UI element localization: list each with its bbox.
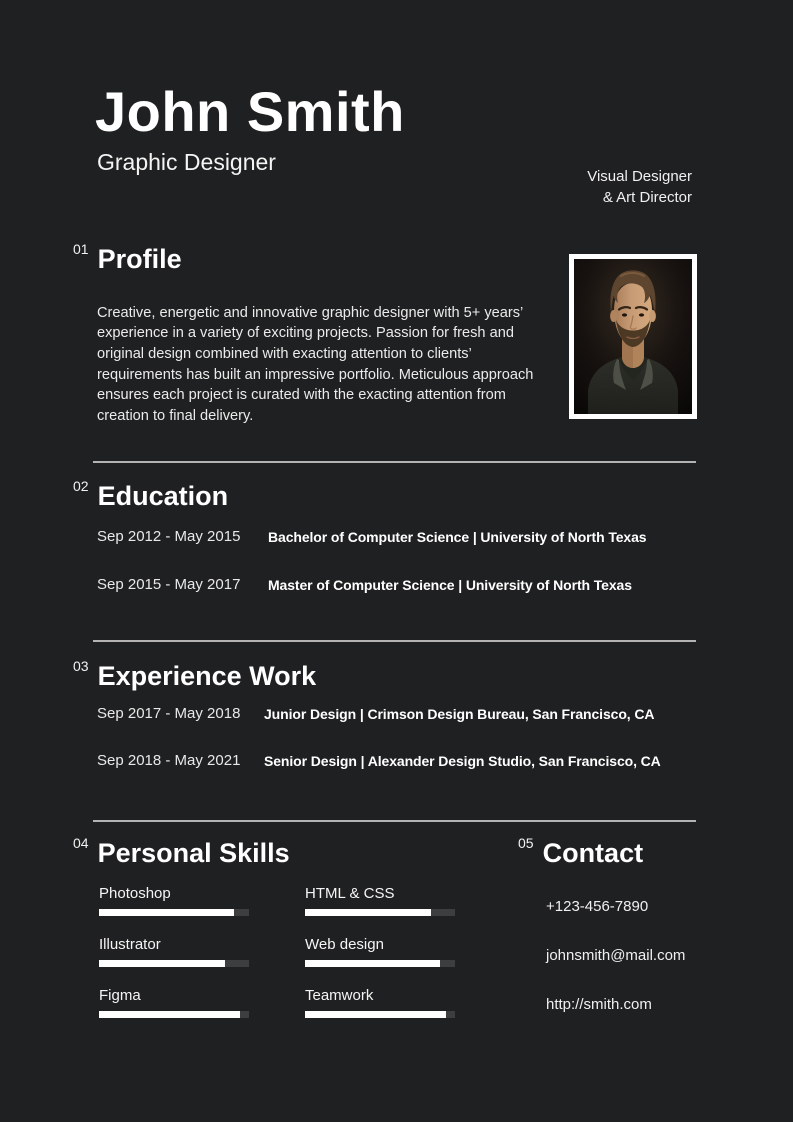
education-detail: Bachelor of Computer Science | University of North Texas <box>268 529 647 545</box>
skills-section-title: Personal Skills <box>97 838 290 868</box>
skill-bar-track <box>305 960 455 967</box>
experience-detail: Junior Design | Crimson Design Bureau, San Francisco, CA <box>264 706 655 722</box>
contact-list <box>546 898 685 1013</box>
profile-section-header <box>73 242 182 273</box>
portrait-photo <box>574 259 692 414</box>
education-section-header <box>73 479 228 510</box>
skill-item-figma <box>99 987 249 1018</box>
skill-item-teamwork <box>305 987 455 1018</box>
experience-detail: Senior Design | Alexander Design Studio, San Francisco, CA <box>264 753 661 769</box>
experience-section-header <box>73 659 316 690</box>
header-tagline <box>587 167 692 208</box>
tagline-line-2: & Art Director <box>602 188 692 206</box>
job-title: Graphic Designer <box>97 149 276 175</box>
profile-section-number: 01 <box>73 241 89 257</box>
experience-entry <box>97 752 757 770</box>
education-entry <box>97 528 757 546</box>
skills-section-number: 04 <box>73 835 89 851</box>
skill-item-photoshop <box>99 885 249 916</box>
skill-label: Photoshop <box>99 885 171 902</box>
skill-bar-fill <box>305 960 440 967</box>
skill-bar-track <box>305 1011 455 1018</box>
experience-dates: Sep 2018 - May 2021 <box>97 752 241 769</box>
contact-phone[interactable]: +123-456-7890 <box>546 898 649 915</box>
skill-item-illustrator <box>99 936 249 967</box>
skills-section-header <box>73 836 290 867</box>
experience-dates: Sep 2017 - May 2018 <box>97 705 241 722</box>
education-entry <box>97 576 757 594</box>
contact-website[interactable]: http://smith.com <box>546 996 652 1013</box>
divider <box>93 640 696 642</box>
profile-text: Creative, energetic and innovative graphic designer with 5+ years’ experience in a variety of exciting projects. Passion for fresh and original design combined with exacting attention to clients’ requirements has built an impressive portfolio. Meticulous approach ensures each project is curated with the exacting attention from creation to final delivery. <box>97 304 534 425</box>
skill-bar-track <box>99 960 249 967</box>
contact-section-title: Contact <box>542 838 644 868</box>
photo-frame <box>569 254 697 419</box>
skills-grid <box>99 885 455 1018</box>
skill-label: HTML & CSS <box>305 885 395 902</box>
skill-bar-fill <box>99 1011 240 1018</box>
education-section-number: 02 <box>73 478 89 494</box>
skill-bar-fill <box>99 909 234 916</box>
skill-label: Web design <box>305 936 384 953</box>
contact-section-number: 05 <box>518 835 534 851</box>
skill-bar-track <box>305 909 455 916</box>
education-detail: Master of Computer Science | University of North Texas <box>268 577 632 593</box>
education-dates: Sep 2015 - May 2017 <box>97 576 241 593</box>
skill-bar-fill <box>305 909 431 916</box>
education-section-title: Education <box>97 481 229 511</box>
skill-label: Teamwork <box>305 987 374 1004</box>
skill-bar-track <box>99 909 249 916</box>
person-name: John Smith <box>95 80 405 143</box>
divider <box>93 461 696 463</box>
skill-bar-fill <box>99 960 225 967</box>
skill-bar-track <box>99 1011 249 1018</box>
skill-label: Figma <box>99 987 141 1004</box>
profile-section-title: Profile <box>97 244 182 274</box>
experience-entry <box>97 705 757 723</box>
experience-section-number: 03 <box>73 658 89 674</box>
education-dates: Sep 2012 - May 2015 <box>97 528 241 545</box>
tagline-line-1: Visual Designer <box>587 168 692 185</box>
contact-section-header <box>518 836 643 867</box>
divider <box>93 820 696 822</box>
skill-label: Illustrator <box>99 936 161 953</box>
experience-section-title: Experience Work <box>97 661 317 691</box>
skill-item-html-css <box>305 885 455 916</box>
skill-bar-fill <box>305 1011 446 1018</box>
contact-email[interactable]: johnsmith@mail.com <box>546 947 686 964</box>
skill-item-web-design <box>305 936 455 967</box>
